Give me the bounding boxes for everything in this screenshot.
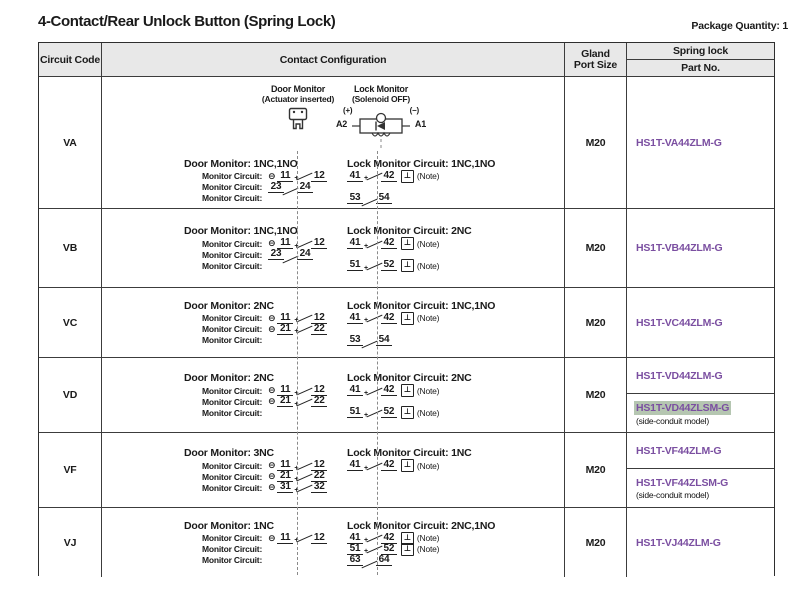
- terminal-number: 54: [376, 193, 392, 204]
- table-row: [39, 287, 774, 357]
- actuation-tick-icon: +: [294, 464, 299, 472]
- actuation-tick-icon: +: [294, 175, 299, 182]
- terminal-number: 41: [347, 385, 363, 396]
- terminal-number: 41: [347, 460, 363, 471]
- contact-configuration-cell: [101, 209, 564, 287]
- contact-break-icon: [298, 171, 311, 181]
- part-number: HS1T-VC44ZLM-G: [636, 316, 723, 329]
- contact-diagram: [102, 158, 564, 204]
- circuit-code-cell: VF: [63, 464, 77, 476]
- contact-pair: [277, 171, 327, 182]
- terminal-number: 12: [311, 385, 327, 396]
- terminal-number: 41: [347, 313, 363, 324]
- door-monitor-block: [184, 158, 359, 204]
- note-label: (Note): [416, 544, 440, 554]
- direct-opening-action-icon: ⊖: [268, 323, 276, 334]
- contact-break-icon: [298, 397, 311, 407]
- part-entry: [627, 317, 774, 329]
- terminal-number: 52: [381, 260, 397, 271]
- monitor-circuit-label: Monitor Circuit:: [202, 249, 263, 260]
- lock-monitor-block: [347, 372, 562, 418]
- monitor-circuit-line: [184, 249, 359, 260]
- monitor-circuit-line: [184, 544, 359, 555]
- terminal-number: 11: [277, 460, 293, 471]
- terminal-number: 12: [311, 313, 327, 324]
- direct-opening-action-icon: ⊖: [268, 482, 276, 492]
- monitor-circuit-label: Monitor Circuit:: [202, 313, 263, 323]
- terminal-number: 42: [381, 385, 397, 396]
- circuit-code-cell: VD: [62, 389, 78, 401]
- terminal-number: 51: [347, 260, 363, 271]
- monitor-circuit-line: [184, 471, 359, 482]
- monitor-circuit-line: [184, 182, 359, 193]
- gland-port-size-cell: M20: [564, 433, 626, 507]
- monitor-circuit-label: Monitor Circuit:: [202, 396, 263, 407]
- direct-opening-action-icon: ⊖: [268, 471, 276, 481]
- terminal-number: 24: [297, 249, 313, 260]
- terminal-number: 21: [277, 471, 293, 482]
- package-quantity: Package Quantity: 1: [691, 20, 788, 32]
- monitor-circuit-line: [184, 171, 359, 182]
- monitor-circuit-label: Monitor Circuit:: [202, 324, 263, 334]
- lock-circuit-line: [347, 249, 562, 260]
- terminal-number: 21: [277, 324, 293, 335]
- part-entry: [627, 433, 774, 469]
- actuation-tick-icon: +: [364, 411, 368, 419]
- note-label: (Note): [416, 533, 440, 543]
- monitor-circuit-label: Monitor Circuit:: [202, 544, 263, 554]
- monitor-circuit-label: Monitor Circuit:: [202, 238, 263, 249]
- door-monitor-title: Door Monitor: 1NC,1NO: [184, 225, 298, 237]
- solenoid-release-icon: ⊥: [401, 543, 414, 556]
- note-label: (Note): [416, 460, 440, 471]
- actuation-tick-icon: +: [294, 317, 299, 324]
- contact-break-icon: [284, 182, 297, 192]
- contact-break-icon: [363, 335, 376, 345]
- lock-monitor-block: [347, 447, 562, 493]
- lock-circuit-line: [347, 193, 562, 204]
- contact-diagram: [102, 447, 564, 493]
- terminal-number: 22: [311, 396, 327, 407]
- contact-configuration-cell: [101, 358, 564, 432]
- door-monitor-title: Door Monitor: 3NC: [184, 447, 274, 459]
- lock-circuit-line: [347, 238, 562, 249]
- table-row: [39, 432, 774, 507]
- actuation-tick-icon: +: [364, 264, 368, 272]
- direct-opening-action-icon: ⊖: [268, 385, 276, 395]
- solenoid-release-icon: ⊥: [401, 259, 414, 272]
- terminal-number: 42: [381, 533, 397, 544]
- solenoid-release-icon: ⊥: [401, 237, 414, 250]
- table-row: [39, 507, 774, 577]
- solenoid-release-icon: ⊥: [401, 459, 414, 472]
- lock-monitor-block: [347, 225, 562, 271]
- part-number: HS1T-VD44ZLM-G: [636, 369, 723, 382]
- contact-break-icon: [298, 472, 311, 482]
- monitor-circuit-line: [184, 407, 359, 418]
- lock-monitor-title: Lock Monitor Circuit: 1NC,1NO: [347, 299, 496, 312]
- contact-pair: [347, 260, 397, 271]
- part-number: HS1T-VD44ZLSM-G: [636, 401, 730, 414]
- terminal-number: 32: [311, 482, 327, 493]
- contact-pair: [347, 313, 397, 324]
- part-number-table: [38, 42, 775, 576]
- note-label: (Note): [416, 260, 440, 271]
- terminal-number: 42: [381, 313, 397, 324]
- contact-pair: [347, 407, 397, 418]
- gland-port-size-cell: M20: [564, 288, 626, 357]
- monitor-circuit-label: Monitor Circuit:: [202, 260, 263, 271]
- contact-pair: [347, 460, 397, 471]
- actuation-tick-icon: +: [294, 389, 299, 397]
- terminal-number: 51: [347, 407, 363, 418]
- header-contact-configuration: Contact Configuration: [101, 43, 564, 76]
- note-label: (Note): [416, 313, 440, 323]
- terminal-number: 42: [381, 171, 397, 182]
- terminal-number: 11: [277, 171, 293, 182]
- solenoid-release-icon: ⊥: [401, 170, 414, 183]
- contact-break-icon: [298, 313, 311, 323]
- part-number: HS1T-VB44ZLM-G: [636, 242, 723, 254]
- monitor-circuit-label: Monitor Circuit:: [202, 385, 263, 396]
- lock-circuit-line: [347, 482, 562, 493]
- direct-opening-action-icon: ⊖: [268, 312, 276, 323]
- actuation-tick-icon: +: [364, 548, 368, 555]
- contact-break-icon: [363, 555, 376, 565]
- contact-break-icon: [368, 461, 381, 471]
- terminal-number: 11: [277, 385, 293, 396]
- solenoid-circuit-figure: [335, 106, 427, 154]
- part-sub-label: (side-conduit model): [636, 415, 710, 426]
- contact-break-icon: [368, 544, 381, 554]
- contact-break-icon: [368, 408, 381, 418]
- note-label: (Note): [416, 385, 440, 396]
- terminal-number: 53: [347, 335, 363, 346]
- contact-pair: [347, 193, 392, 204]
- contact-break-icon: [284, 250, 297, 260]
- contact-pair: [277, 533, 327, 544]
- terminal-number: 31: [277, 482, 293, 493]
- contact-configuration-cell: [101, 77, 564, 208]
- contact-pair: [347, 171, 397, 182]
- part-entry: [627, 137, 774, 149]
- door-monitor-block: [184, 447, 359, 493]
- lock-circuit-line: [347, 182, 562, 193]
- contact-pair: [268, 182, 313, 193]
- direct-opening-action-icon: ⊖: [268, 170, 276, 181]
- actuation-tick-icon: +: [364, 464, 368, 472]
- contact-pair: [277, 324, 327, 335]
- terminal-number: 12: [311, 533, 327, 544]
- lock-monitor-legend-title: Lock Monitor: [353, 83, 409, 94]
- contact-configuration-cell: [101, 288, 564, 357]
- terminal-a1-label: A1: [414, 118, 426, 129]
- terminal-number: 22: [311, 324, 327, 335]
- terminal-number: 63: [347, 555, 363, 566]
- contact-break-icon: [298, 239, 311, 249]
- contact-pair: [347, 385, 397, 396]
- direct-opening-action-icon: ⊖: [268, 396, 276, 406]
- terminal-number: 23: [268, 182, 284, 193]
- minus-terminal-label: (−): [409, 105, 419, 115]
- table-body: [39, 76, 774, 577]
- part-entry: [627, 537, 774, 549]
- solenoid-release-icon: ⊥: [401, 406, 414, 419]
- monitor-circuit-line: [184, 460, 359, 471]
- header-spring-lock: Spring lock: [627, 43, 774, 60]
- header-gland-line1: Gland: [581, 47, 610, 60]
- lock-monitor-legend: [335, 84, 427, 154]
- direct-opening-action-icon: ⊖: [268, 460, 276, 470]
- lock-monitor-title: Lock Monitor Circuit: 1NC: [347, 447, 472, 459]
- lock-circuit-line: [347, 544, 562, 555]
- lock-circuit-line: [347, 460, 562, 471]
- lock-circuit-line: [347, 471, 562, 482]
- contact-break-icon: [298, 324, 311, 334]
- header-gland-line2: Port Size: [573, 58, 618, 71]
- actuation-tick-icon: +: [364, 317, 368, 324]
- part-number: HS1T-VA44ZLM-G: [636, 136, 722, 149]
- lock-circuit-line: [347, 385, 562, 396]
- terminal-number: 24: [297, 182, 313, 193]
- terminal-number: 11: [277, 238, 293, 249]
- lock-circuit-line: [347, 396, 562, 407]
- contact-break-icon: [298, 483, 311, 493]
- contact-break-icon: [368, 313, 381, 323]
- actuation-tick-icon: +: [294, 400, 299, 408]
- gland-port-size-cell: M20: [564, 209, 626, 287]
- monitor-circuit-line: [184, 385, 359, 396]
- monitor-circuit-line: [184, 324, 359, 335]
- contact-pair: [347, 238, 397, 249]
- contact-diagram: [102, 300, 564, 346]
- actuation-tick-icon: +: [364, 389, 368, 397]
- terminal-number: 54: [376, 335, 392, 346]
- contact-break-icon: [363, 193, 376, 203]
- door-monitor-block: [184, 300, 359, 346]
- terminal-number: 51: [347, 544, 363, 555]
- gland-port-size-cell: M20: [564, 358, 626, 432]
- contact-pair: [268, 249, 313, 260]
- monitor-circuit-line: [184, 555, 359, 566]
- monitor-circuit-line: [184, 313, 359, 324]
- part-entry: [627, 469, 774, 507]
- actuation-tick-icon: +: [294, 475, 299, 483]
- terminal-number: 11: [277, 313, 293, 324]
- monitor-circuit-line: [184, 482, 359, 493]
- header-part-no: Part No.: [681, 62, 720, 74]
- door-monitor-title: Door Monitor: 1NC,1NO: [184, 157, 298, 170]
- monitor-circuit-label: Monitor Circuit:: [202, 193, 263, 203]
- gland-port-size-cell: M20: [564, 508, 626, 577]
- terminal-number: 53: [347, 193, 363, 204]
- actuation-tick-icon: +: [364, 242, 368, 250]
- contact-break-icon: [368, 261, 381, 271]
- contact-pair: [347, 555, 392, 566]
- monitor-circuit-line: [184, 335, 359, 346]
- contact-configuration-cell: [101, 433, 564, 507]
- monitor-circuit-label: Monitor Circuit:: [202, 482, 263, 493]
- monitor-circuit-line: [184, 396, 359, 407]
- contact-break-icon: [298, 461, 311, 471]
- part-entry: [627, 358, 774, 394]
- door-monitor-legend-subtitle: (Actuator inserted): [261, 93, 335, 104]
- part-no-cell: [626, 77, 774, 208]
- page-title: 4-Contact/Rear Unlock Button (Spring Lock): [38, 13, 336, 30]
- lock-circuit-line: [347, 335, 562, 346]
- lock-monitor-title: Lock Monitor Circuit: 2NC,1NO: [347, 519, 496, 532]
- part-no-cell: [626, 288, 774, 357]
- lock-monitor-legend-subtitle: (Solenoid OFF): [351, 93, 411, 104]
- circuit-code-cell: VJ: [63, 536, 77, 549]
- actuation-tick-icon: +: [294, 242, 299, 250]
- terminal-a2-label: A2: [336, 118, 348, 129]
- part-entry: [627, 394, 774, 432]
- terminal-number: 52: [381, 407, 397, 418]
- plus-terminal-label: (+): [343, 105, 353, 115]
- actuation-tick-icon: +: [294, 328, 299, 335]
- contact-break-icon: [298, 386, 311, 396]
- part-no-cell: [626, 358, 774, 432]
- door-monitor-legend-title: Door Monitor: [270, 83, 326, 94]
- lock-monitor-block: [347, 520, 562, 566]
- part-sub-label: (side-conduit model): [636, 489, 710, 500]
- door-monitor-block: [184, 372, 359, 418]
- contact-diagram: [102, 225, 564, 271]
- contact-pair: [347, 533, 397, 544]
- door-monitor-title: Door Monitor: 2NC: [184, 299, 274, 312]
- part-number: HS1T-VJ44ZLM-G: [636, 536, 721, 549]
- direct-opening-action-icon: ⊖: [268, 238, 276, 248]
- direct-opening-action-icon: ⊖: [268, 532, 276, 543]
- part-number: HS1T-VF44ZLM-G: [636, 444, 722, 457]
- terminal-number: 12: [311, 238, 327, 249]
- table-row: [39, 357, 774, 432]
- contact-pair: [347, 335, 392, 346]
- contact-diagram: [102, 372, 564, 418]
- lock-monitor-block: [347, 158, 562, 204]
- table-header-row: [39, 43, 774, 76]
- terminal-number: 52: [381, 544, 397, 555]
- note-label: (Note): [416, 407, 440, 418]
- terminal-number: 23: [268, 249, 284, 260]
- circuit-code-cell: VB: [62, 242, 78, 254]
- header-spring-lock-part-no: [626, 43, 774, 76]
- monitor-circuit-line: [184, 260, 359, 271]
- monitor-circuit-label: Monitor Circuit:: [202, 335, 263, 345]
- contact-break-icon: [368, 533, 381, 543]
- contact-diagram: [102, 520, 564, 566]
- actuation-tick-icon: +: [364, 537, 368, 544]
- part-no-cell: [626, 209, 774, 287]
- solenoid-release-icon: ⊥: [401, 384, 414, 397]
- header-circuit-code: Circuit Code: [39, 53, 101, 66]
- terminal-number: 21: [277, 396, 293, 407]
- terminal-number: 41: [347, 533, 363, 544]
- lock-monitor-title: Lock Monitor Circuit: 2NC: [347, 372, 472, 384]
- contact-configuration-cell: [101, 508, 564, 577]
- circuit-code-cell: VC: [62, 316, 78, 329]
- table-row: [39, 208, 774, 287]
- terminal-number: 12: [311, 171, 327, 182]
- lock-monitor-title: Lock Monitor Circuit: 1NC,1NO: [347, 157, 496, 170]
- solenoid-release-icon: ⊥: [401, 312, 414, 325]
- solenoid-release-icon: ⊥: [401, 532, 414, 545]
- lock-circuit-line: [347, 171, 562, 182]
- note-label: (Note): [416, 171, 440, 181]
- contact-break-icon: [368, 171, 381, 181]
- door-monitor-title: Door Monitor: 2NC: [184, 372, 274, 384]
- monitor-circuit-label: Monitor Circuit:: [202, 460, 263, 471]
- lock-circuit-line: [347, 260, 562, 271]
- lock-monitor-block: [347, 300, 562, 346]
- gland-port-size-cell: M20: [564, 77, 626, 208]
- actuation-tick-icon: +: [294, 537, 299, 544]
- monitor-circuit-label: Monitor Circuit:: [202, 182, 263, 192]
- monitor-circuit-label: Monitor Circuit:: [202, 533, 263, 543]
- lock-circuit-line: [347, 533, 562, 544]
- part-no-cell: [626, 508, 774, 577]
- actuation-tick-icon: +: [294, 486, 299, 494]
- terminal-number: 42: [381, 460, 397, 471]
- monitor-circuit-label: Monitor Circuit:: [202, 171, 263, 181]
- circuit-code-cell: VA: [63, 136, 77, 149]
- door-monitor-block: [184, 520, 359, 566]
- contact-pair: [277, 396, 327, 407]
- monitor-circuit-line: [184, 533, 359, 544]
- lock-circuit-line: [347, 313, 562, 324]
- terminal-number: 22: [311, 471, 327, 482]
- part-entry: [627, 242, 774, 254]
- lock-circuit-line: [347, 324, 562, 335]
- contact-break-icon: [368, 386, 381, 396]
- contact-pair: [277, 482, 327, 493]
- actuation-tick-icon: +: [364, 175, 368, 182]
- contact-pair: [277, 313, 327, 324]
- terminal-number: 41: [347, 171, 363, 182]
- contact-break-icon: [368, 239, 381, 249]
- lock-monitor-title: Lock Monitor Circuit: 2NC: [347, 225, 472, 237]
- monitor-circuit-label: Monitor Circuit:: [202, 407, 263, 418]
- part-no-cell: [626, 433, 774, 507]
- terminal-number: 42: [381, 238, 397, 249]
- door-monitor-block: [184, 225, 359, 271]
- monitor-circuit-label: Monitor Circuit:: [202, 555, 263, 565]
- table-row: [39, 76, 774, 208]
- monitor-circuit-line: [184, 193, 359, 204]
- contact-break-icon: [298, 533, 311, 543]
- monitor-circuit-label: Monitor Circuit:: [202, 471, 263, 482]
- terminal-number: 64: [376, 555, 392, 566]
- door-monitor-title: Door Monitor: 1NC: [184, 519, 274, 532]
- part-number: HS1T-VF44ZLSM-G: [636, 476, 729, 489]
- lock-circuit-line: [347, 555, 562, 566]
- header-gland-port-size: [564, 43, 626, 76]
- contact-pair: [347, 544, 397, 555]
- terminal-number: 41: [347, 238, 363, 249]
- note-label: (Note): [416, 238, 440, 249]
- lock-circuit-line: [347, 407, 562, 418]
- terminal-number: 11: [277, 533, 293, 544]
- contact-configuration-legend: [102, 82, 564, 158]
- terminal-number: 12: [311, 460, 327, 471]
